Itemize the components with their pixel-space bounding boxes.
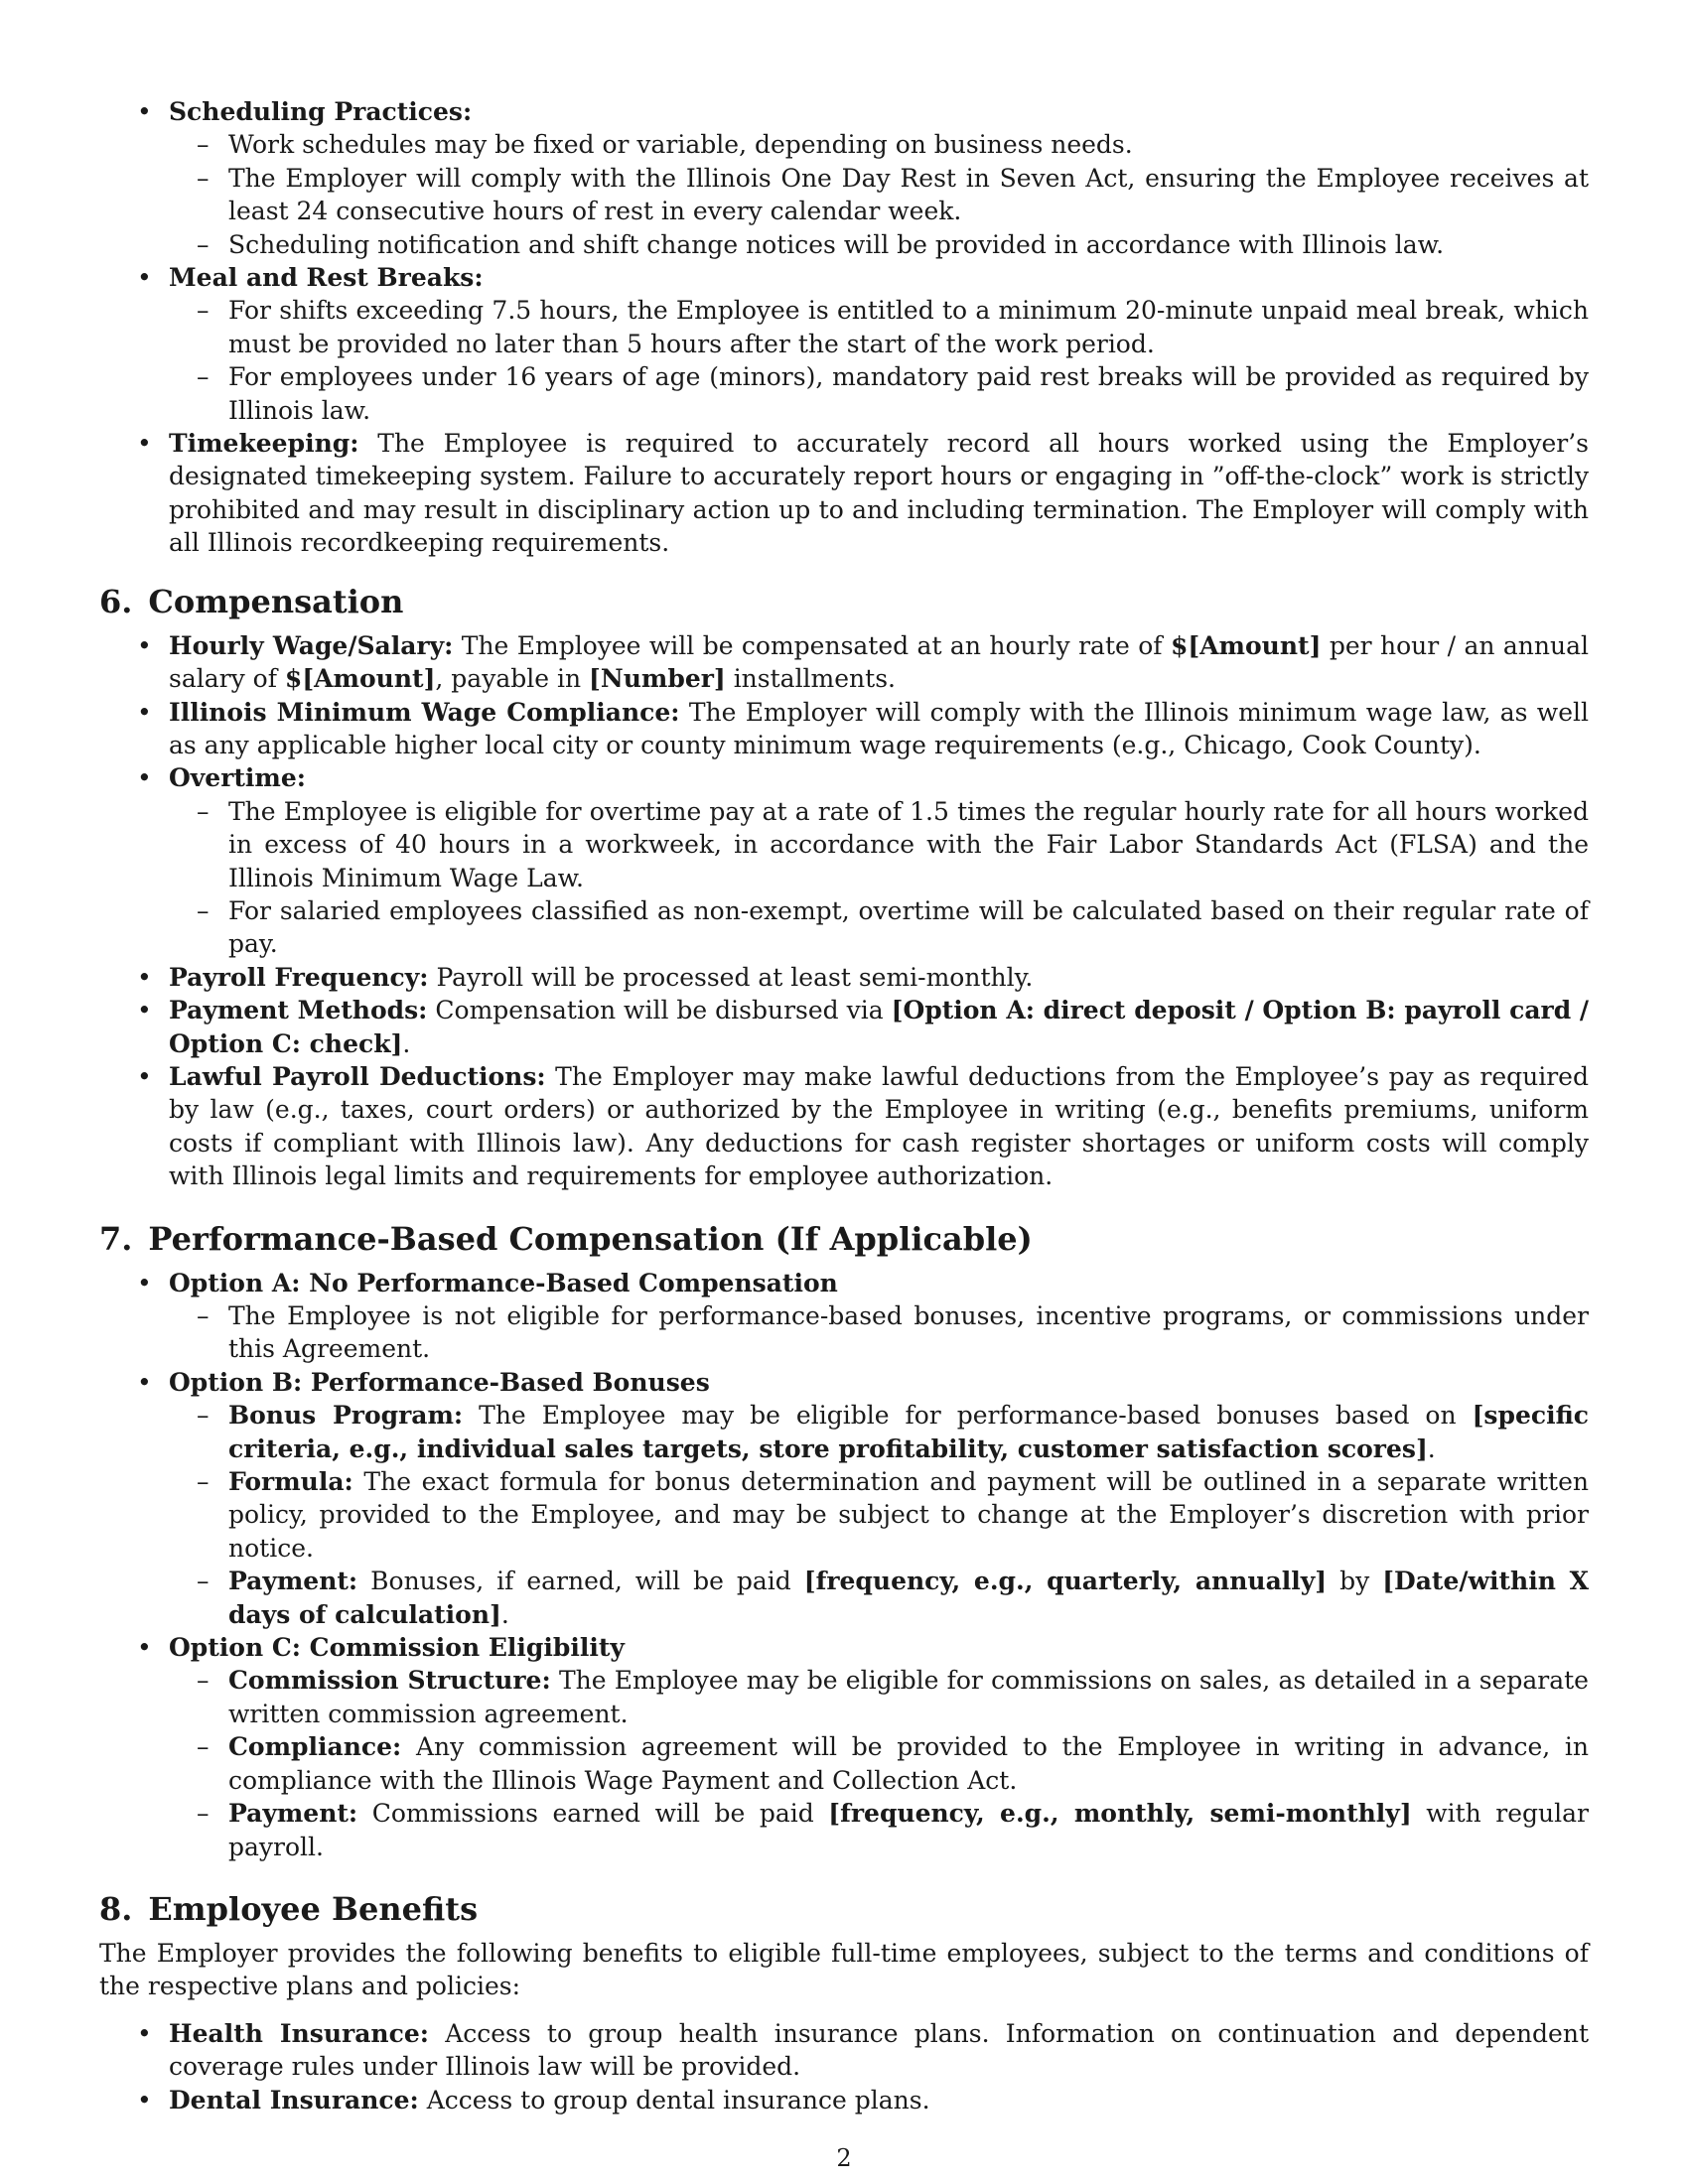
bonus-frequency-placeholder: [frequency, e.g., quarterly, annually]	[803, 1567, 1328, 1596]
list-item-formula	[169, 1465, 1589, 1565]
list-item-minimum-wage	[99, 696, 1589, 762]
punctuation: .	[1427, 1433, 1436, 1463]
deductions-text: The Employer may make lawful deductions from the Employee’s pay as required by law (e.g., taxes, court orders) or authorized by the Employee in writing (e.g., benefits premiums, uniform costs if compliant with Illinois law). Any deductions for cash register shortages or uniform costs will comply with Illinois legal limits and requirements for employee authorization.	[169, 1061, 1589, 1191]
option-a-label: Option A: No Performance-Based Compensation	[169, 1268, 838, 1297]
commission-frequency-placeholder: [frequency, e.g., monthly, semi-monthly]	[828, 1799, 1412, 1829]
overtime-label: Overtime:	[169, 763, 307, 793]
list-item-option-a	[99, 1267, 1589, 1366]
list-item: – The Employer will comply with the Illinois One Day Rest in Seven Act, ensuring the Employee receives at least 24 consecutive hours of rest in every calendar week.	[169, 162, 1589, 228]
performance-list	[99, 1267, 1589, 1863]
minimum-wage-text: The Employer will comply with the Illinois minimum wage law, as well as any applicable higher local city or county minimum wage requirements (e.g., Chicago, Cook County).	[169, 697, 1589, 759]
payment-methods-options: [Option A: direct deposit / Option B: payroll card / Option C: check]	[169, 996, 1590, 1058]
option-b-label: Option B: Performance-Based Bonuses	[169, 1367, 710, 1397]
commission-payment-label: Payment:	[228, 1799, 358, 1829]
list-item-overtime	[99, 761, 1589, 960]
benefits-intro: The Employer provides the following benefits to eligible full-time employees, subject to the terms and conditions of the respective plans and policies:	[99, 1938, 1589, 2001]
timekeeping-label: Timekeeping:	[169, 429, 359, 459]
section-number: 8.	[99, 1889, 133, 1928]
section-title: Compensation	[148, 582, 404, 620]
wage-text: per hour / an annual salary of	[169, 630, 1589, 694]
list-item: – Work schedules may be fixed or variable, depending on business needs.	[169, 128, 1589, 161]
list-item-commission-structure	[169, 1664, 1589, 1730]
page-number: 2	[836, 2144, 852, 2172]
bonus-payment-text: Bonuses, if earned, will be paid	[370, 1567, 791, 1596]
commission-payment-text: with regular payroll.	[228, 1799, 1589, 1861]
list-item-health	[99, 2017, 1589, 2084]
minimum-wage-label: Illinois Minimum Wage Compliance:	[169, 697, 680, 727]
list-item-deductions	[99, 1060, 1589, 1193]
list-item: – Scheduling notification and shift change notices will be provided in accordance with Illinois law.	[169, 228, 1589, 261]
wage-text: The Employee will be compensated at an hourly rate of	[461, 630, 1163, 660]
dental-text: Access to group dental insurance plans.	[426, 2085, 930, 2115]
list-item-dental	[99, 2084, 1589, 2116]
scheduling-sublist	[169, 128, 1589, 261]
benefits-list	[99, 2017, 1589, 2116]
section-number: 7.	[99, 1219, 133, 1258]
working-hours-list	[99, 95, 1589, 560]
list-item-compliance	[169, 1730, 1589, 1797]
option-c-label: Option C: Commission Eligibility	[169, 1633, 625, 1663]
list-item: – For salaried employees classified as non-exempt, overtime will be calculated based on their regular rate of pay.	[169, 894, 1589, 961]
commission-structure-text: The Employee may be eligible for commissions on sales, as detailed in a separate written commission agreement.	[228, 1666, 1589, 1728]
option-c-sublist	[169, 1664, 1589, 1862]
placeholder-amount: $[Amount]	[1170, 630, 1322, 660]
commission-structure-label: Commission Structure:	[228, 1666, 551, 1696]
compliance-text: Any commission agreement will be provided to the Employee in writing in advance, in compliance with the Illinois Wage Payment and Collection Act.	[228, 1732, 1589, 1795]
option-a-sublist	[169, 1299, 1589, 1366]
placeholder-number: [Number]	[589, 664, 726, 694]
wage-text: , payable in	[435, 664, 582, 694]
list-item-timekeeping	[99, 427, 1589, 560]
section-number: 6.	[99, 582, 133, 620]
bonus-criteria-placeholder: [specific criteria, e.g., individual sales targets, store profitability, customer satisfaction scores]	[228, 1401, 1590, 1463]
bonus-program-text: The Employee may be eligible for performance-based bonuses based on	[479, 1401, 1457, 1431]
list-item-bonus-program	[169, 1399, 1589, 1465]
bonus-payment-text: by	[1339, 1567, 1370, 1596]
wage-label: Hourly Wage/Salary:	[169, 630, 454, 660]
deductions-label: Lawful Payroll Deductions:	[169, 1061, 546, 1091]
wage-text: installments.	[733, 664, 896, 694]
compliance-label: Compliance:	[228, 1732, 402, 1762]
list-item-payroll-frequency	[99, 961, 1589, 994]
punctuation: .	[402, 1028, 411, 1058]
list-item: – The Employee is not eligible for performance-based bonuses, incentive programs, or commissions under this Agreement.	[169, 1299, 1589, 1366]
list-item: – For shifts exceeding 7.5 hours, the Employee is entitled to a minimum 20-minute unpaid meal break, which must be provided no later than 5 hours after the start of the work period.	[169, 294, 1589, 360]
overtime-sublist	[169, 795, 1589, 961]
list-item-wage	[99, 629, 1589, 696]
dental-label: Dental Insurance:	[169, 2085, 419, 2115]
health-text: Access to group health insurance plans. Information on continuation and dependent coverage rules under Illinois law will be provided.	[169, 2018, 1589, 2082]
placeholder-amount: $[Amount]	[284, 664, 436, 694]
section-title: Performance-Based Compensation (If Applicable)	[148, 1219, 1033, 1258]
section-heading-compensation	[99, 582, 1589, 621]
list-item: – The Employee is eligible for overtime pay at a rate of 1.5 times the regular hourly rate for all hours worked in excess of 40 hours in a workweek, in accordance with the Fair Labor Standards Act (FLSA) and the Illinois Minimum Wage Law.	[169, 795, 1589, 894]
list-item-scheduling	[99, 95, 1589, 261]
list-item-bonus-payment	[169, 1565, 1589, 1631]
list-item-option-c	[99, 1631, 1589, 1863]
meal-sublist	[169, 294, 1589, 427]
option-b-sublist	[169, 1399, 1589, 1631]
payroll-frequency-label: Payroll Frequency:	[169, 962, 429, 992]
bonus-program-label: Bonus Program:	[228, 1401, 464, 1431]
section-title: Employee Benefits	[148, 1889, 479, 1928]
meal-label: Meal and Rest Breaks:	[169, 263, 484, 293]
payment-methods-text: Compensation will be disbursed via	[435, 996, 884, 1025]
punctuation: .	[500, 1599, 509, 1629]
bonus-payment-label: Payment:	[228, 1567, 358, 1596]
formula-label: Formula:	[228, 1467, 353, 1497]
payroll-frequency-text: Payroll will be processed at least semi-monthly.	[436, 962, 1034, 992]
list-item: – For employees under 16 years of age (minors), mandatory paid rest breaks will be provided as required by Illinois law.	[169, 360, 1589, 427]
list-item-commission-payment	[169, 1797, 1589, 1863]
commission-payment-text: Commissions earned will be paid	[371, 1799, 814, 1829]
list-item-meal-breaks	[99, 261, 1589, 427]
formula-text: The exact formula for bonus determination and payment will be outlined in a separate written policy, provided to the Employee, and may be subject to change at the Employer’s discretion with prior notice.	[228, 1467, 1589, 1563]
list-item-option-b	[99, 1366, 1589, 1631]
section-heading-performance	[99, 1219, 1589, 1259]
bonus-date-placeholder: [Date/within X days of calculation]	[228, 1567, 1590, 1629]
timekeeping-text: The Employee is required to accurately record all hours worked using the Employer’s designated timekeeping system. Failure to accurately report hours or engaging in ”off-the-clock” work is strictly prohibited and may result in disciplinary action up to and including termination. The Employer will comply with all Illinois recordkeeping requirements.	[169, 429, 1589, 558]
section-heading-benefits	[99, 1889, 1589, 1929]
compensation-list	[99, 629, 1589, 1193]
scheduling-label: Scheduling Practices:	[169, 97, 473, 126]
document-page	[99, 95, 1589, 2116]
payment-methods-label: Payment Methods:	[169, 996, 428, 1025]
health-label: Health Insurance:	[169, 2018, 429, 2048]
list-item-payment-methods	[99, 994, 1589, 1060]
